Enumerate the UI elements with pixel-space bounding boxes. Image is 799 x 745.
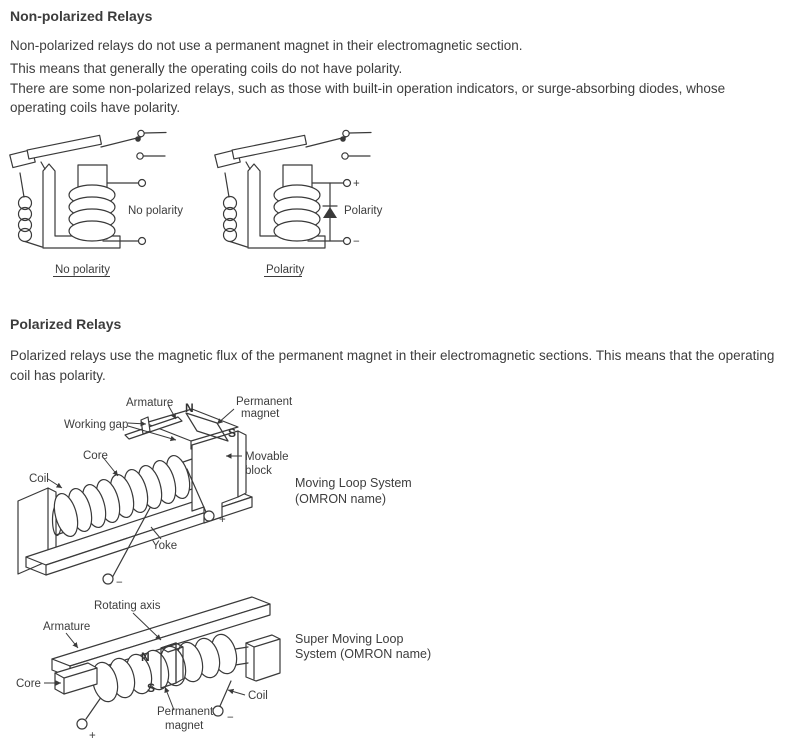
caption-super-moving-loop-1: Super Moving Loop bbox=[295, 632, 404, 646]
label-armature: Armature bbox=[126, 397, 174, 409]
relay-no-polarity-diagram bbox=[10, 130, 183, 248]
figure-super-moving-loop bbox=[0, 585, 480, 745]
minus-terminal bbox=[213, 706, 223, 716]
coil-terminal-bottom bbox=[139, 238, 146, 245]
text-line: There are some non-polarized relays, such as those with built-in operation indicators, or surge-absorbing diodes, whose bbox=[10, 80, 726, 96]
label-block: block bbox=[245, 465, 272, 477]
text-line: Polarized relays use the magnetic flux of the permanent magnet in their electromagnetic sections. This means that the operating bbox=[10, 348, 775, 363]
label-magnet: magnet bbox=[165, 720, 204, 732]
label-rotating-axis: Rotating axis bbox=[94, 600, 161, 612]
coil-terminal-bottom bbox=[344, 238, 351, 245]
label-polarity: Polarity bbox=[344, 205, 383, 217]
plus-terminal bbox=[204, 511, 214, 521]
para-polarized-1 bbox=[10, 346, 790, 385]
label-n-pole: N bbox=[141, 650, 150, 664]
label-working-gap: Working gap bbox=[64, 419, 129, 431]
label-minus: − bbox=[116, 577, 123, 589]
label-s-pole: S bbox=[147, 681, 156, 695]
caption-polarity: Polarity bbox=[266, 264, 305, 276]
para-nonpolarized-2 bbox=[10, 59, 790, 118]
label-n-pole: N bbox=[185, 401, 194, 415]
moving-loop-drawing bbox=[18, 409, 252, 584]
label-coil: Coil bbox=[248, 690, 268, 702]
heading-polarized: Polarized Relays bbox=[10, 316, 122, 332]
label-minus: − bbox=[353, 236, 360, 248]
figure-relay-schematics bbox=[0, 125, 420, 290]
armature-shape bbox=[232, 135, 306, 159]
heading-nonpolarized: Non-polarized Relays bbox=[10, 8, 153, 24]
diode-icon bbox=[323, 207, 337, 218]
caption-no-polarity: No polarity bbox=[55, 264, 110, 276]
relay-polarity-diagram bbox=[215, 130, 383, 248]
caption-moving-loop-2: (OMRON name) bbox=[295, 492, 386, 506]
label-armature: Armature bbox=[43, 621, 91, 633]
text-line: This means that generally the operating coils do not have polarity. bbox=[10, 61, 403, 76]
figure-moving-loop bbox=[0, 393, 480, 593]
label-permanent: Permanent bbox=[236, 396, 293, 408]
label-movable: Movable bbox=[245, 451, 289, 463]
caption-super-moving-loop-2: System (OMRON name) bbox=[295, 647, 432, 661]
para-nonpolarized-1: Non-polarized relays do not use a permanent magnet in their electromagnetic section. bbox=[10, 38, 523, 53]
label-plus: + bbox=[219, 514, 226, 526]
label-no-polarity: No polarity bbox=[128, 205, 183, 217]
coil-terminal-top bbox=[344, 180, 351, 187]
label-core: Core bbox=[16, 678, 41, 690]
label-s-pole: S bbox=[228, 426, 237, 440]
label-plus: + bbox=[89, 730, 96, 742]
label-yoke: Yoke bbox=[152, 540, 178, 552]
label-magnet: magnet bbox=[241, 408, 280, 420]
label-coil: Coil bbox=[29, 473, 49, 485]
fixed-contact-bottom bbox=[137, 153, 143, 159]
label-permanent: Permanent bbox=[157, 706, 214, 718]
caption-moving-loop-1: Moving Loop System bbox=[295, 476, 412, 490]
coil-terminal-top bbox=[139, 180, 146, 187]
label-minus: − bbox=[227, 712, 234, 724]
fixed-contact-top bbox=[343, 130, 349, 136]
text-line: operating coils have polarity. bbox=[10, 100, 181, 115]
armature-shape bbox=[27, 135, 101, 159]
plus-terminal bbox=[77, 719, 87, 729]
label-plus: + bbox=[353, 178, 360, 190]
label-core: Core bbox=[83, 450, 108, 462]
minus-terminal bbox=[103, 574, 113, 584]
text-line: coil has polarity. bbox=[10, 367, 106, 383]
fixed-contact-bottom bbox=[342, 153, 348, 159]
fixed-contact-top bbox=[138, 130, 144, 136]
